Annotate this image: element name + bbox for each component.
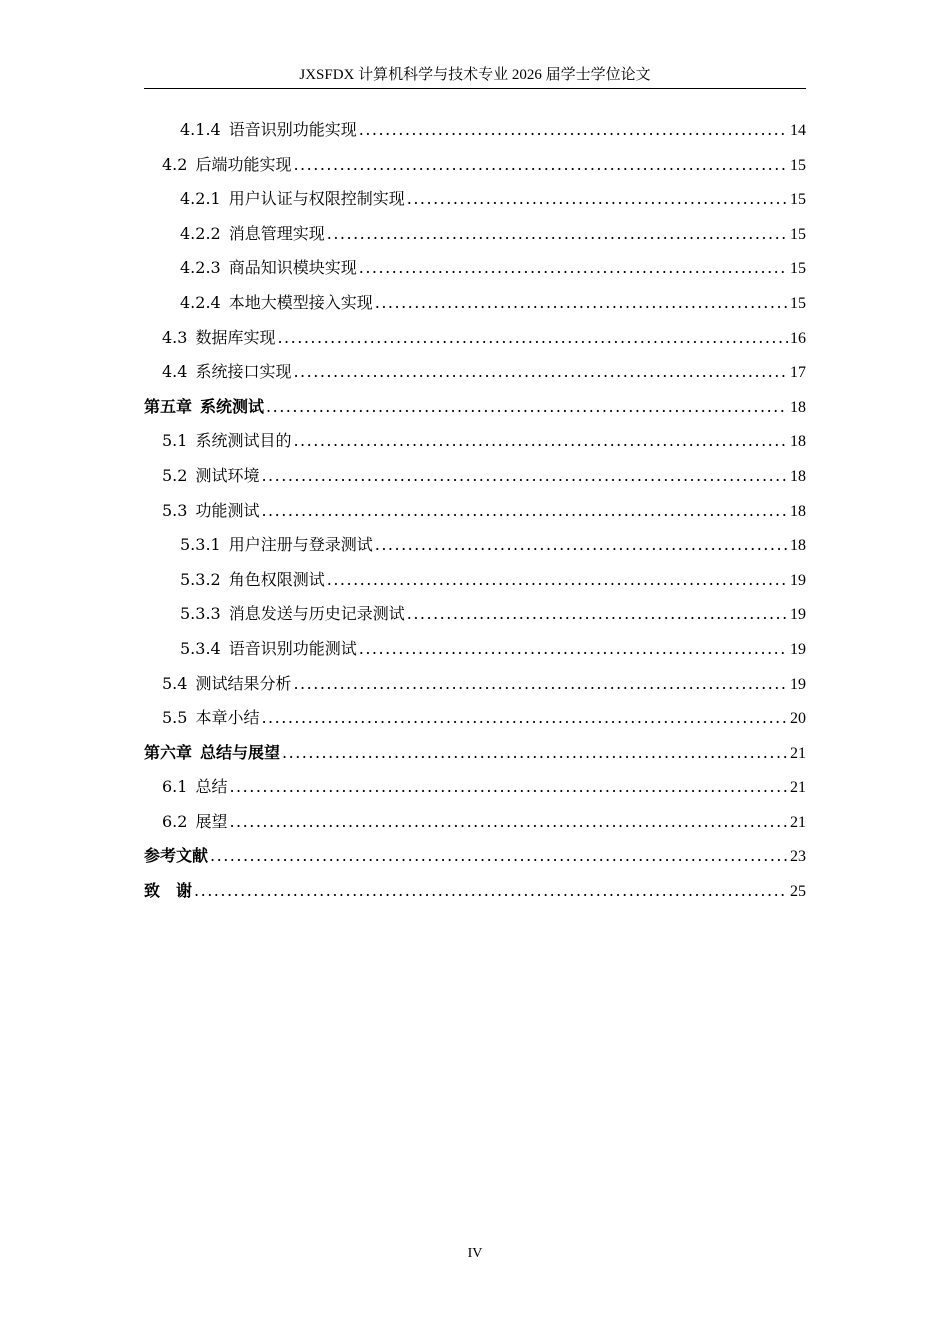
toc-entry-number: 5.3.1 (180, 535, 221, 555)
table-of-contents (144, 113, 806, 909)
toc-entry-page: 21 (790, 813, 806, 831)
toc-entry[interactable] (144, 459, 806, 494)
toc-entry-page: 23 (790, 848, 806, 866)
toc-entry-page: 16 (790, 329, 806, 347)
toc-entry-number: 4.3 (162, 327, 188, 347)
toc-entry-title: 消息发送与历史记录测试 (228, 604, 405, 624)
toc-entry[interactable] (144, 286, 806, 321)
toc-entry-title: 系统测试目的 (195, 431, 292, 451)
toc-entry[interactable] (144, 563, 806, 598)
toc-entry-title: 商品知识模块实现 (228, 258, 357, 278)
toc-entry-page: 19 (790, 640, 806, 658)
toc-entry-page: 15 (790, 156, 806, 174)
toc-entry-page: 25 (790, 883, 806, 901)
toc-dot-leader (229, 805, 788, 840)
toc-entry-number: 4.2 (162, 154, 188, 174)
toc-entry-title: 系统测试 (200, 396, 265, 416)
toc-entry-number: 4.2.2 (180, 223, 221, 243)
toc-entry[interactable] (144, 182, 806, 217)
toc-dot-leader (375, 528, 788, 563)
page-number: IV (467, 1246, 483, 1261)
toc-entry-number: 5.5 (162, 708, 188, 728)
toc-dot-leader (359, 632, 788, 667)
toc-entry-page: 15 (790, 260, 806, 278)
toc-entry-number: 4.1.4 (180, 120, 221, 139)
toc-entry-title: 致 谢 (144, 881, 193, 901)
toc-entry-title: 用户认证与权限控制实现 (228, 189, 405, 209)
toc-dot-leader (261, 701, 788, 736)
toc-dot-leader (327, 563, 788, 598)
toc-entry[interactable] (144, 736, 806, 771)
toc-entry-page: 21 (790, 744, 806, 762)
toc-entry-page: 15 (790, 294, 806, 312)
toc-entry-page: 15 (790, 225, 806, 243)
toc-entry-page: 15 (790, 191, 806, 209)
toc-entry-page: 18 (790, 398, 806, 416)
toc-entry-title: 测试结果分析 (195, 673, 292, 693)
toc-entry-title: 展望 (195, 811, 228, 831)
toc-dot-leader (261, 494, 788, 529)
toc-dot-leader (407, 182, 788, 217)
toc-entry-page: 19 (790, 571, 806, 589)
toc-entry-page: 21 (790, 779, 806, 797)
toc-entry[interactable] (144, 528, 806, 563)
toc-entry-number: 第六章 (144, 742, 193, 762)
toc-entry[interactable] (144, 667, 806, 702)
toc-entry[interactable] (144, 148, 806, 183)
toc-entry-title: 语音识别功能实现 (228, 120, 357, 139)
toc-entry-page: 18 (790, 537, 806, 555)
toc-entry-page: 14 (790, 122, 806, 139)
toc-dot-leader (282, 736, 788, 771)
toc-entry-title: 用户注册与登录测试 (228, 535, 373, 555)
toc-entry[interactable] (144, 217, 806, 252)
toc-entry[interactable] (144, 874, 806, 909)
toc-entry-page: 17 (790, 364, 806, 382)
toc-entry-title: 参考文献 (144, 846, 209, 866)
toc-entry-page: 18 (790, 502, 806, 520)
toc-entry-title: 语音识别功能测试 (228, 638, 357, 658)
toc-dot-leader (293, 667, 788, 702)
toc-dot-leader (359, 113, 788, 148)
toc-entry-number: 4.2.4 (180, 292, 221, 312)
toc-entry-number: 4.4 (162, 362, 188, 382)
toc-dot-leader (210, 839, 788, 874)
toc-dot-leader (327, 217, 788, 252)
toc-entry-title: 本章小结 (195, 708, 260, 728)
toc-dot-leader (261, 459, 788, 494)
toc-entry[interactable] (144, 770, 806, 805)
toc-entry-title: 功能测试 (195, 500, 260, 520)
toc-entry-title: 本地大模型接入实现 (228, 292, 373, 312)
toc-dot-leader (277, 321, 788, 356)
toc-entry[interactable] (144, 494, 806, 529)
toc-entry-title: 总结与展望 (200, 742, 281, 762)
toc-entry-title: 消息管理实现 (228, 223, 325, 243)
toc-entry-number: 5.3.2 (180, 569, 221, 589)
toc-entry[interactable] (144, 251, 806, 286)
toc-entry[interactable] (144, 424, 806, 459)
toc-entry-number: 第五章 (144, 396, 193, 416)
toc-entry[interactable] (144, 355, 806, 390)
toc-entry-page: 19 (790, 606, 806, 624)
toc-entry-title: 数据库实现 (195, 327, 276, 347)
toc-entry-number: 5.3.4 (180, 638, 221, 658)
toc-entry-number: 4.2.3 (180, 258, 221, 278)
toc-entry-page: 19 (790, 675, 806, 693)
toc-entry[interactable] (144, 597, 806, 632)
toc-entry-title: 角色权限测试 (228, 569, 325, 589)
toc-entry-number: 5.3 (162, 500, 188, 520)
toc-dot-leader (293, 148, 788, 183)
toc-entry[interactable] (144, 805, 806, 840)
toc-entry-number: 5.3.3 (180, 604, 221, 624)
toc-dot-leader (407, 597, 788, 632)
toc-dot-leader (266, 390, 788, 425)
toc-entry-page: 20 (790, 710, 806, 728)
toc-entry-page: 18 (790, 467, 806, 485)
toc-entry-number: 5.2 (162, 465, 188, 485)
toc-dot-leader (359, 251, 788, 286)
toc-dot-leader (293, 355, 788, 390)
toc-dot-leader (375, 286, 788, 321)
toc-dot-leader (194, 874, 788, 909)
toc-dot-leader (293, 424, 788, 459)
page-header: JXSFDX 计算机科学与技术专业 2026 届学士学位论文 (144, 64, 806, 89)
toc-entry-number: 5.4 (162, 673, 188, 693)
toc-entry[interactable] (144, 839, 806, 874)
toc-entry-title: 测试环境 (195, 465, 260, 485)
toc-entry-number: 6.2 (162, 811, 188, 831)
toc-entry-title: 总结 (195, 777, 228, 797)
toc-entry-title: 后端功能实现 (195, 154, 292, 174)
toc-entry-number: 5.1 (162, 431, 188, 451)
toc-entry-number: 6.1 (162, 777, 188, 797)
toc-entry[interactable] (144, 632, 806, 667)
toc-entry[interactable] (144, 390, 806, 425)
toc-entry-number: 4.2.1 (180, 189, 221, 209)
toc-dot-leader (229, 770, 788, 805)
toc-entry-page: 18 (790, 433, 806, 451)
toc-entry[interactable] (144, 321, 806, 356)
toc-entry[interactable] (144, 113, 806, 148)
toc-entry-title: 系统接口实现 (195, 362, 292, 382)
toc-entry[interactable] (144, 701, 806, 736)
